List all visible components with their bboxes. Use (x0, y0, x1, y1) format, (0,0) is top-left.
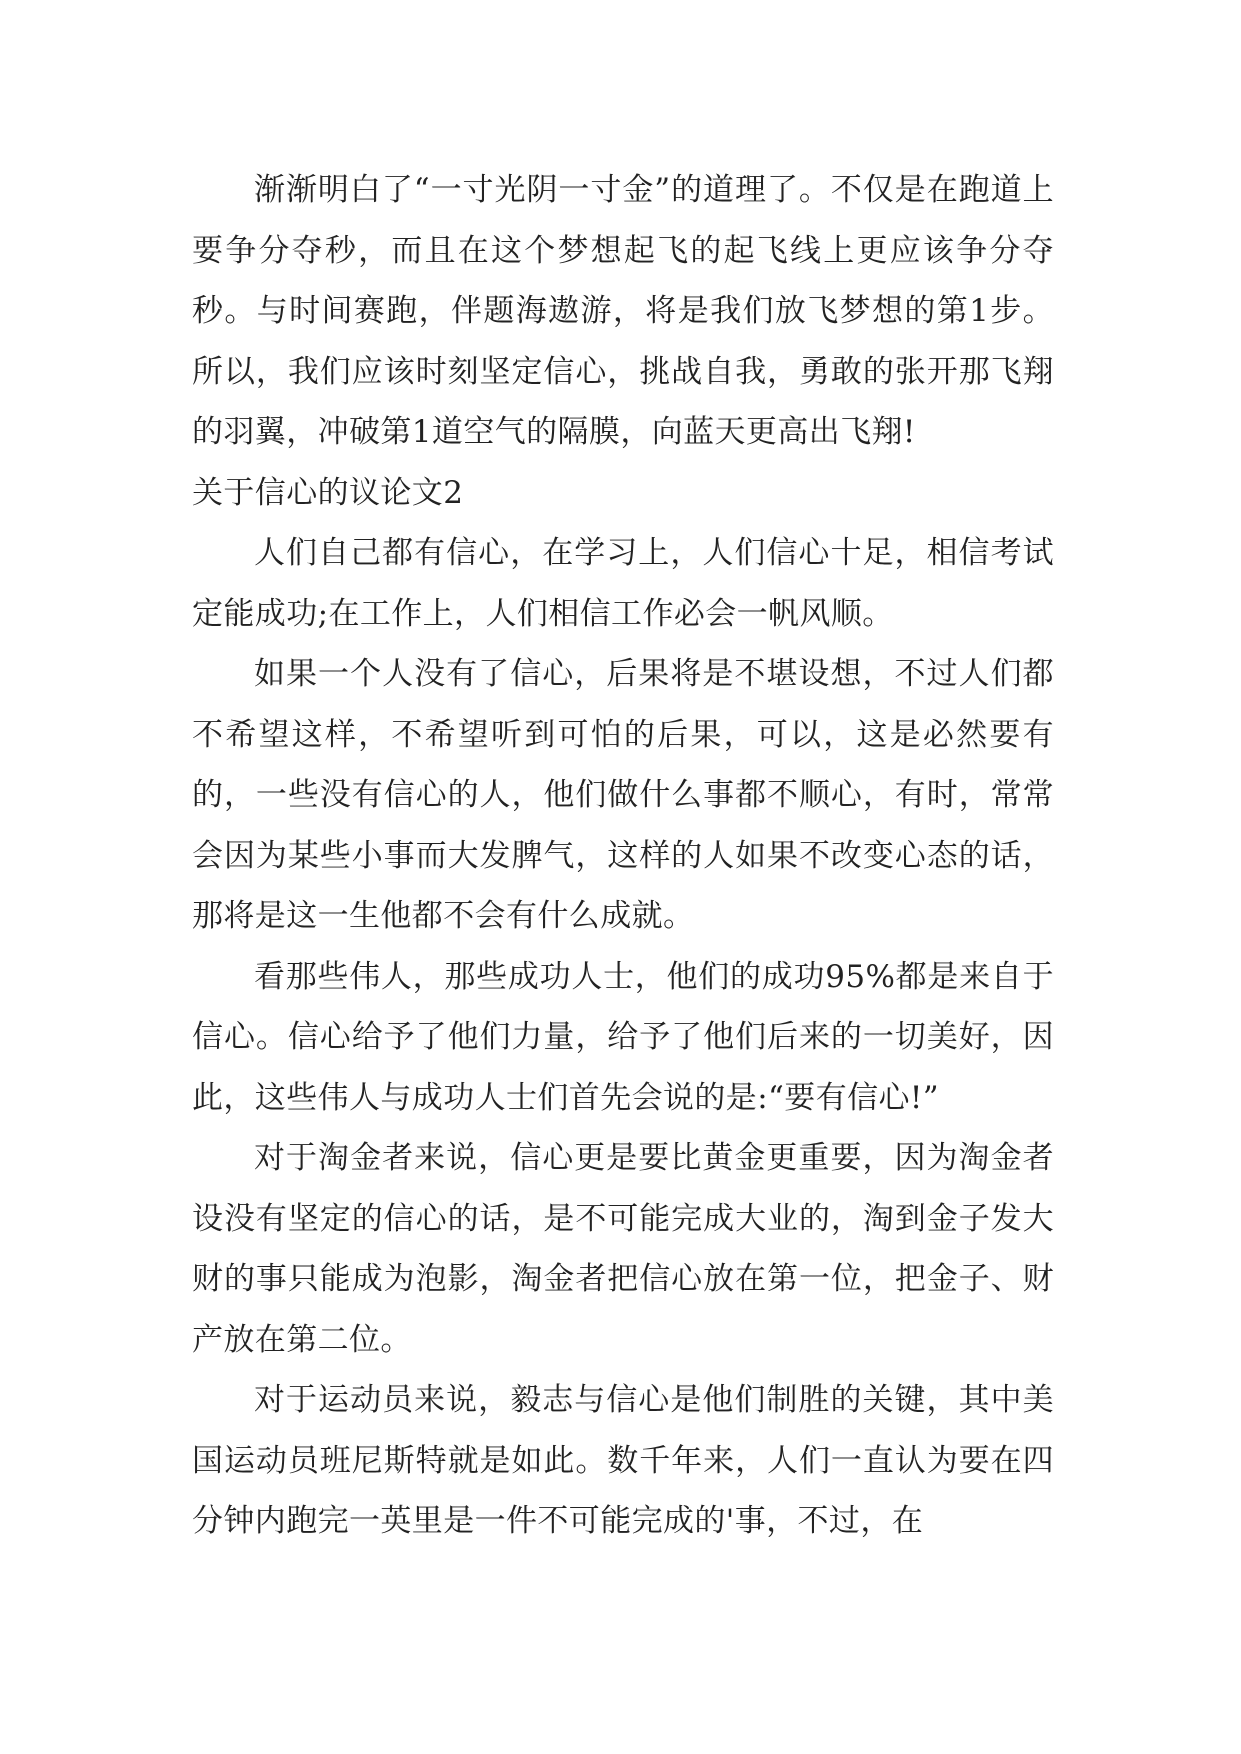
paragraph-5: 对于淘金者来说，信心更是要比黄金更重要，因为淘金者设没有坚定的信心的话，是不可能完成大业的，淘到金子发大财的事只能成为泡影，淘金者把信心放在第一位，把金子、财产放在第二位。 (192, 1140, 1054, 1358)
document-body (192, 160, 1054, 1552)
paragraph-2: 人们自己都有信心，在学习上，人们信心十足，相信考试定能成功;在工作上，人们相信工作必会一帆风顺。 (192, 535, 1054, 632)
paragraph-6: 对于运动员来说，毅志与信心是他们制胜的关键，其中美国运动员班尼斯特就是如此。数千年来，人们一直认为要在四分钟内跑完一英里是一件不可能完成的'事，不过，在 (192, 1382, 1054, 1539)
section-heading: 关于信心的议论文2 (192, 474, 464, 511)
paragraph-3: 如果一个人没有了信心，后果将是不堪设想，不过人们都不希望这样，不希望听到可怕的后果，可以，这是必然要有的，一些没有信心的人，他们做什么事都不顺心，有时，常常会因为某些小事而大发脾气，这样的人如果不改变心态的话，那将是这一生他都不会有什么成就。 (192, 656, 1054, 934)
paragraph-1: 渐渐明白了“一寸光阴一寸金”的道理了。不仅是在跑道上要争分夺秒，而且在这个梦想起飞的起飞线上更应该争分夺秒。与时间赛跑，伴题海遨游，将是我们放飞梦想的第1步。所以，我们应该时刻坚定信心，挑战自我，勇敢的张开那飞翔的羽翼，冲破第1道空气的隔膜，向蓝天更高出飞翔! (192, 172, 1054, 450)
paragraph-4: 看那些伟人，那些成功人士，他们的成功95%都是来自于信心。信心给予了他们力量，给予了他们后来的一切美好，因此，这些伟人与成功人士们首先会说的是:“要有信心!” (192, 958, 1054, 1116)
